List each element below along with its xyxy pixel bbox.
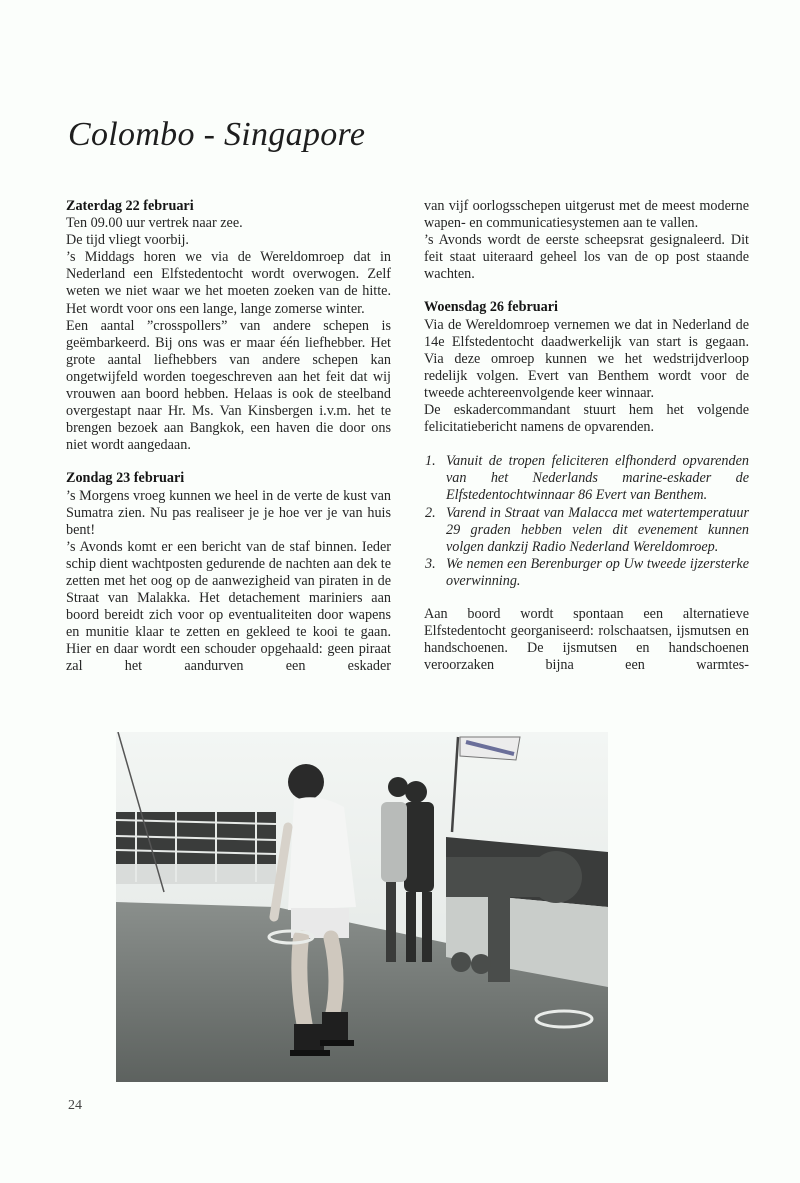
- paragraph: ’s Avonds komt er een bericht van de staf binnen. Ieder schip dient wachtposten gedurende de nachten aan dek te zetten met het oog op de aanwezigheid van piraten in de Straat van Malakka. Het detachement mariniers aan boord bereidt zich voor op eventualiteiten door wapens en munitie klaar te zetten en gekleed te kooi te gaan. Hier en daar wordt een schouder opgehaald: geen piraat zal het aandurven een eskader: [66, 538, 391, 675]
- paragraph: Ten 09.00 uur vertrek naar zee.: [66, 215, 243, 232]
- rollerskating-deck-photo-illustration: [116, 732, 608, 1082]
- list-number: 1.: [425, 453, 436, 470]
- page-number: 24: [68, 1098, 82, 1113]
- left-column: [66, 198, 391, 676]
- date-heading-woensdag: Woensdag 26 februari: [424, 299, 558, 316]
- paragraph: Via de Wereldomroep vernemen we dat in Nederland de 14e Elfstedentocht daadwerkelijk van start is gegaan. Via deze omroep kunnen we het wedstrijdverloop redelijk volgen. Evert van Benthem wordt voor de tweede achtereenvolgende keer winnaar.: [424, 316, 749, 401]
- list-item: [424, 556, 749, 590]
- list-text: We nemen een Berenburger op Uw tweede ijzersterke overwinning.: [446, 555, 749, 589]
- list-number: 3.: [425, 555, 436, 572]
- right-column: [424, 198, 749, 674]
- paragraph: De tijd vliegt voorbij.: [66, 232, 189, 249]
- page-title: Colombo - Singapore: [68, 116, 366, 153]
- paragraph: ’s Morgens vroeg kunnen we heel in de verte de kust van Sumatra zien. Nu pas realiseer je je hoe ver je van huis bent!: [66, 487, 391, 538]
- list-item: [424, 453, 749, 504]
- date-heading-zaterdag: Zaterdag 22 februari: [66, 198, 194, 214]
- list-text: Vanuit de tropen feliciteren elfhonderd opvarenden van het Nederlands marine-eskader de Elfstedentochtwinnaar 86 Evert van Benthem.: [446, 453, 749, 504]
- paragraph: ’s Avonds wordt de eerste scheepsrat gesignaleerd. Dit feit staat uiteraard geheel los van de op post staande wachten.: [424, 232, 749, 283]
- felicitation-message-list: [424, 453, 749, 590]
- paragraph: Aan boord wordt spontaan een alternatieve Elfstedentocht georganiseerd: rolschaatsen, ijsmutsen en handschoenen. De ijsmutsen en handschoenen veroorzaken bijna een warmtes-: [424, 605, 749, 674]
- date-heading-zondag: Zondag 23 februari: [66, 470, 185, 487]
- paragraph: Een aantal ”crosspollers” van andere schepen is geëmbarkeerd. Bij ons was er maar één liefhebber. Het grote aantal liefhebbers van andere schepen kan ongetwijfeld worden toegeschreven aan het feit dat wij vrouwen aan boord hebben. Helaas is ook de steelband overgestapt naar Hr. Ms. Van Kinsbergen i.v.m. het te brengen bezoek aan Bangkok, een haven die door ons niet wordt aangedaan.: [66, 317, 391, 454]
- paragraph: ’s Middags horen we via de Wereldomroep dat in Nederland een Elfstedentocht wordt overwogen. Zelf weten we niet waar we het moeten zoeken van de hitte. Het wordt voor ons een lange, lange zomerse winter.: [66, 249, 391, 317]
- list-number: 2.: [425, 504, 436, 521]
- paragraph: De eskadercommandant stuurt hem het volgende felicitatiebericht namens de opvarenden.: [424, 402, 749, 436]
- paragraph: van vijf oorlogsschepen uitgerust met de meest moderne wapen- en communicatiesystemen aan te vallen.: [424, 198, 749, 232]
- list-item: [424, 505, 749, 556]
- list-text: Varend in Straat van Malacca met watertemperatuur 29 graden hebben velen dit evenement kunnen volgen dankzij Radio Nederland Wereldomroep.: [446, 504, 749, 555]
- deck-photo: [116, 732, 608, 1082]
